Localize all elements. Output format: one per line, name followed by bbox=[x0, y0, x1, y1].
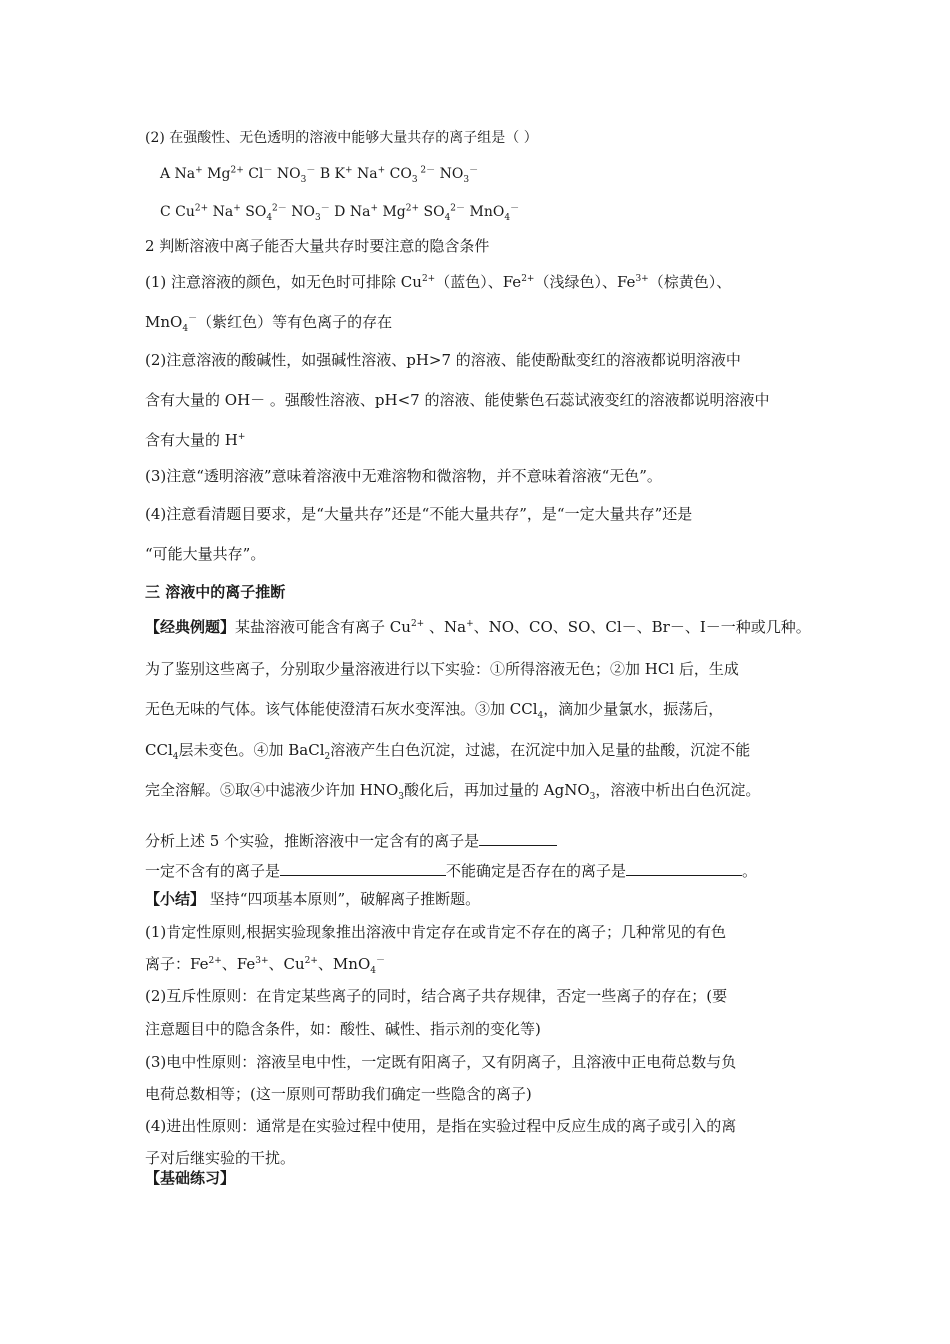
summary-p1b: 离子：$Fe^{2+}$、$Fe^{3+}$、$Cu^{2+}$、MnO$_4$－ bbox=[145, 955, 385, 976]
example-line-2: 为了鉴别这些离子，分别取少量溶液进行以下实验：①所得溶液无色；②加 HCl 后，生成 bbox=[145, 660, 739, 678]
note-acidity-end: 含有大量的 H+ bbox=[145, 431, 246, 449]
analysis-line-1: 分析上述 5 个实验，推断溶液中一定含有的离子是 bbox=[145, 829, 557, 851]
answer-blank-uncertain[interactable] bbox=[626, 859, 742, 876]
options-ab: A Na+ $Mg^{2+}$ Cl－ $NO_3^-$ B K+ Na+ $CO_3$ $^{2-}$ $NO_3^-$ bbox=[160, 165, 479, 185]
summary-p3a: (3)电中性原则：溶液呈电中性，一定既有阳离子，又有阴离子，且溶液中正电荷总数与负 bbox=[145, 1053, 737, 1071]
question-stem: (2) 在强酸性、无色透明的溶液中能够大量共存的离子组是（ ） bbox=[145, 130, 538, 146]
example-line-3: 无色无味的气体。该气体能使澄清石灰水变浑浊。③加 CCl$_4$，滴加少量氯水，振荡后， bbox=[145, 700, 724, 721]
options-cd: C $Cu^{2+}$ Na+ $SO_4^{2-}$ $NO_3^-$ D Na+ $Mg^{2+}$ $SO_4^{2-}$ MnO$_4$－ bbox=[160, 203, 520, 223]
summary-p4b: 子对后继实验的干扰。 bbox=[145, 1149, 296, 1167]
section-heading: 2 判断溶液中离子能否大量共存时要注意的隐含条件 bbox=[145, 237, 490, 255]
note-acidity-cont: 含有大量的 OH－ 。强酸性溶液、pH<7 的溶液、能使紫色石蕊试液变红的溶液都说明溶液中 bbox=[145, 391, 770, 409]
practice-heading: 【基础练习】 bbox=[145, 1169, 236, 1187]
summary-p1a: (1)肯定性原则,根据实验现象推出溶液中肯定存在或肯定不存在的离子；几种常见的有色 bbox=[145, 923, 727, 941]
example-line-4: CCl$_4$层未变色。④加 BaCl$_2$溶液产生白色沉淀，过滤，在沉淀中加入足量的盐酸，沉淀不能 bbox=[145, 741, 751, 762]
answer-blank-absent[interactable] bbox=[280, 859, 446, 876]
summary-label: 【小结】 bbox=[145, 890, 206, 908]
note-acidity: (2)注意溶液的酸碱性，如强碱性溶液、pH>7 的溶液、能使酚酞变红的溶液都说明溶液中 bbox=[145, 351, 741, 369]
analysis-line-2: 一定不含有的离子是 不能确定是否存在的离子是 。 bbox=[145, 859, 757, 881]
note-color-cont: MnO$_4$－（紫红色）等有色离子的存在 bbox=[145, 313, 393, 334]
summary-heading: 【小结】 坚持“四项基本原则”，破解离子推断题。 bbox=[145, 890, 481, 908]
example-line-5: 完全溶解。⑤取④中滤液少许加 $HNO_3$酸化后，再加过量的 AgNO$_3$，溶液中析出白色沉淀。 bbox=[145, 781, 761, 802]
note-requirement-cont: “可能大量共存”。 bbox=[145, 545, 266, 563]
note-transparent: (3)注意“透明溶液”意味着溶液中无难溶物和微溶物，并不意味着溶液“无色”。 bbox=[145, 467, 662, 485]
summary-p4a: (4)进出性原则：通常是在实验过程中使用，是指在实验过程中反应生成的离子或引入的离 bbox=[145, 1117, 737, 1135]
summary-p2a: (2)互斥性原则：在肯定某些离子的同时，结合离子共存规律，否定一些离子的存在；(要 bbox=[145, 987, 728, 1005]
note-requirement: (4)注意看清题目要求，是“大量共存”还是“不能大量共存”，是“一定大量共存”还是 bbox=[145, 505, 693, 523]
note-color: (1) 注意溶液的颜色，如无色时可排除 $Cu^{2+}$（蓝色）、$Fe^{2+}$（浅绿色）、$Fe^{3+}$（棕黄色）、 bbox=[145, 273, 732, 291]
section-heading-3: 三 溶液中的离子推断 bbox=[145, 583, 286, 601]
summary-p2b: 注意题目中的隐含条件，如：酸性、碱性、指示剂的变化等) bbox=[145, 1020, 541, 1038]
example-line-1: 【经典例题】某盐溶液可能含有离子 $Cu^{2+}$ 、Na+、NO、CO、SO、Cl－、Br－、I－一种或几种。 bbox=[145, 618, 811, 636]
summary-p3b: 电荷总数相等；(这一原则可帮助我们确定一些隐含的离子) bbox=[145, 1085, 532, 1103]
answer-blank-present[interactable] bbox=[479, 829, 557, 846]
example-label: 【经典例题】 bbox=[145, 618, 236, 636]
